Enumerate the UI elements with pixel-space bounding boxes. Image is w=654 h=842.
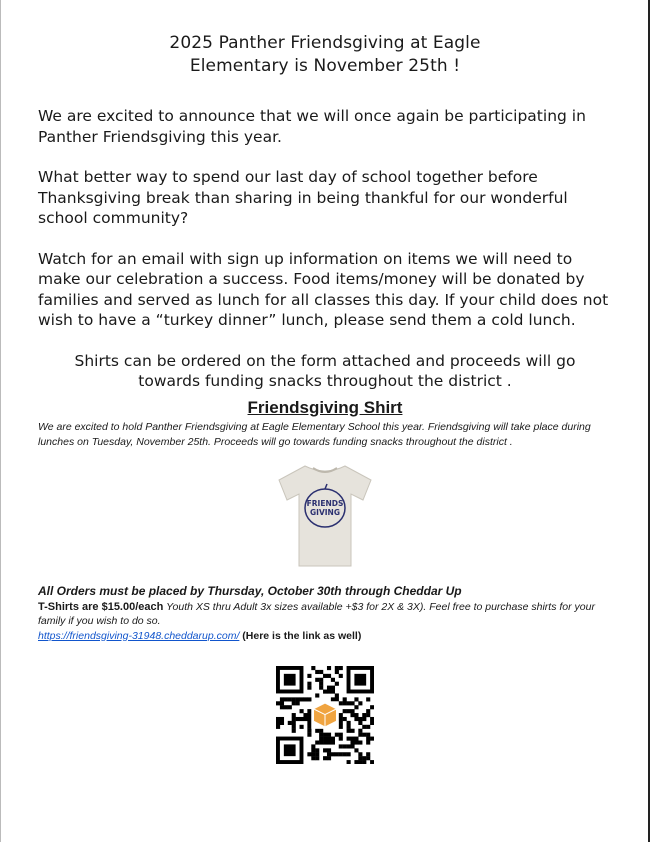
tshirt-icon	[275, 460, 375, 570]
qr-code-container	[38, 666, 612, 768]
shirt-print-line-2: GIVING	[310, 507, 340, 517]
title-line-2: Elementary is November 25th !	[189, 56, 461, 76]
shirt-heading: Friendsgiving Shirt	[247, 397, 403, 417]
flyer-title	[38, 32, 612, 78]
thankful-paragraph: What better way to spend our last day of school together before Thanksgiving break than sharing in being thankful for our wonderful school community?	[38, 168, 568, 227]
price-details: Youth XS thru Adult 3x sizes available +$3 for 2X & 3X). Feel free to purchase shirts for your family if you wish to do so.	[38, 600, 595, 627]
title-line-1: 2025 Panther Friendsgiving at Eagle	[169, 33, 481, 53]
signup-paragraph: Watch for an email with sign up information on items we will need to make our celebration a success. Food items/money will be donated by families and served as lunch for all classes this day. If your child does not wish to have a “turkey dinner” lunch, please send them a cold lunch.	[38, 249, 609, 329]
price-bold: T-Shirts are $15.00/each	[38, 600, 164, 613]
shirt-description: We are excited to hold Panther Friendsgiving at Eagle Elementary School this year. Friendsgiving will take place during lunches on Tuesday, November 25th. Proceeds will go towards funding snacks throughout the district .	[38, 420, 591, 448]
order-link[interactable]: https://friendsgiving-31948.cheddarup.com/	[38, 629, 240, 642]
order-link-suffix: (Here is the link as well)	[239, 629, 362, 642]
announcement-paragraph: We are excited to announce that we will once again be participating in Panther Friendsgiving this year.	[38, 107, 586, 146]
qr-code-icon[interactable]	[276, 666, 374, 764]
flyer-content	[38, 32, 612, 768]
price-info	[38, 600, 612, 628]
shirt-print-line-1: FRIENDS	[306, 498, 344, 508]
shirts-note: Shirts can be ordered on the form attached and proceeds will go towards funding snacks throughout the district .	[74, 351, 576, 390]
orders-deadline: All Orders must be placed by Thursday, October 30th through Cheddar Up	[38, 583, 462, 598]
tshirt-image	[38, 460, 612, 578]
order-link-line	[38, 630, 612, 642]
